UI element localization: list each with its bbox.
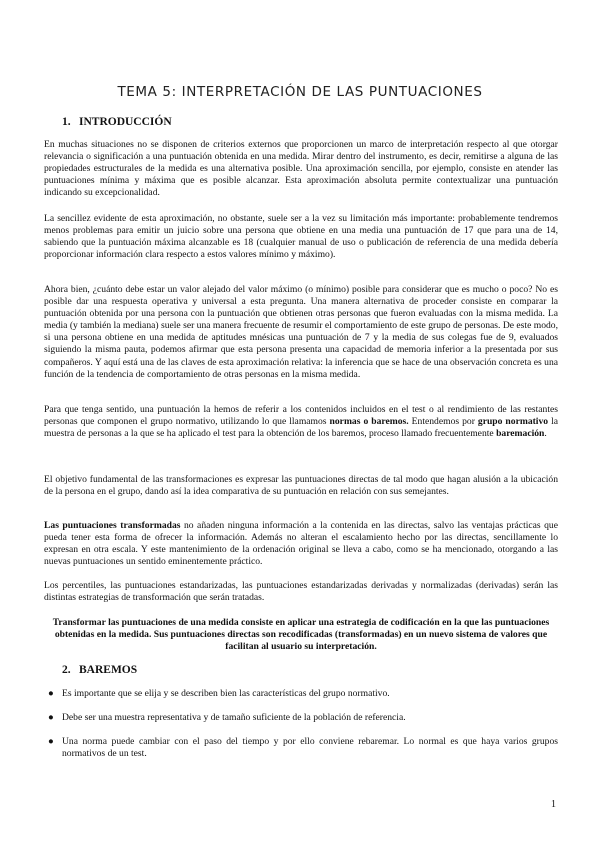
- text-run: Para que tenga sentido, una puntuación la hemos de referir a los contenidos incluidos en el test o al rendimiento de las restantes personas que componen el grupo normativo, utilizando lo que llamamos: [44, 404, 558, 428]
- paragraph-7: Los percentiles, las puntuaciones estandarizadas, las puntuaciones estandarizadas derivadas y normalizadas (derivadas) serán las distintas estrategias de transformación que serán tratadas.: [44, 580, 558, 604]
- section-title: BAREMOS: [79, 664, 138, 676]
- paragraph-3: Ahora bien, ¿cuánto debe estar un valor alejado del valor máximo (o mínimo) posible para considerar que es mucho o poco? No es posible dar una respuesta operativa y universal a esta pregunta. Una manera alternativa de proceder consiste en comparar la puntuación obtenida por una persona con la puntuación que obtienen otras personas que fueron evaluadas con la misma medida. La media (y también la mediana) suele ser una manera frecuente de resumir el comportamiento de este grupo de personas. De este modo, si una persona obtiene en una medida de aptitudes mnésicas una puntuación de 7 y la media de sus colegas fue de 9, evaluados siguiendo la misma pauta, podemos afirmar que esta persona presenta una capacidad de memoria inferior a la presentada por sus compañeros. Y aquí está una de las claves de esta aproximación relativa: la inferencia que se hace de una observación concreta es una función de la tendencia de comportamiento de otras personas en la misma medida.: [44, 284, 558, 380]
- bullet-icon: ●: [48, 712, 54, 724]
- page-number: 1: [551, 799, 556, 810]
- text-run: la muestra de personas a la que se ha aplicado el test para la obtención de los baremos, proceso llamado frecuentemente: [44, 416, 559, 440]
- list-item-text: Es importante que se elija y se describen bien las características del grupo normativo.: [62, 688, 390, 699]
- bullet-icon: ●: [48, 688, 54, 699]
- page-title: TEMA 5: INTERPRETACIÓN DE LAS PUNTUACIONES: [117, 84, 483, 100]
- bold-term-puntuaciones-transformadas: Las puntuaciones transformadas: [44, 520, 181, 531]
- list-item-text: Una norma puede cambiar con el paso del tiempo y por ello conviene rebaremar. Lo normal es que haya varios grupos normativos de un test.: [62, 736, 558, 760]
- paragraph-2: La sencillez evidente de esta aproximación, no obstante, suele ser a la vez su limitación más importante: probablemente tendremos menos problemas para emitir un juicio sobre una persona que obtiene en una media una puntuación de 17 que para una de 14, sabiendo que la puntuación máxima alcanzable es 18 (cualquier manual de uso o publicación de referencia de una medida debería proporcionar información clara respecto a estos valores mínimo y máximo).: [44, 213, 558, 261]
- list-item: [44, 712, 558, 724]
- paragraph-5: El objetivo fundamental de las transformaciones es expresar las puntuaciones directas de tal modo que hagan alusión a la ubicación de la persona en el grupo, dando así la idea comparativa de su puntuación en relación con sus semejantes.: [44, 474, 558, 498]
- section-heading-baremos: [62, 664, 137, 676]
- highlighted-definition: Transformar las puntuaciones de una medida consiste en aplicar una estrategia de codificación en la que las puntuaciones obtenidas en la medida. Sus puntuaciones directas son recodificadas (transformadas) en un nuevo sistema de valores que facilitan al usuario su interpretación.: [52, 617, 550, 652]
- list-item: [44, 736, 558, 760]
- list-item-text: Debe ser una muestra representativa y de tamaño suficiente de la población de referencia.: [62, 712, 406, 724]
- section-number: 2.: [62, 664, 71, 676]
- section-title: INTRODUCCIÓN: [79, 116, 172, 128]
- text-run: .: [544, 428, 547, 440]
- bold-term-normas: normas o baremos.: [329, 416, 409, 428]
- paragraph-6: [44, 520, 558, 568]
- bullet-icon: ●: [48, 736, 54, 748]
- paragraph-1: En muchas situaciones no se disponen de criterios externos que proporcionen un marco de interpretación respecto al que otorgar relevancia o significación a una puntuación obtenida en una medida. Mirar dentro del instrumento, es decir, remitirse a alguna de las propiedades estructurales de la medida es una alternativa posible. Una aproximación sencilla, por ejemplo, consiste en atender las puntuaciones mínima y máxima que es posible alcanzar. Esta aproximación absoluta permite contextualizar una puntuación indicando su excepcionalidad.: [44, 139, 558, 199]
- text-run: Entendemos por: [408, 416, 478, 428]
- section-number: 1.: [62, 116, 71, 128]
- section-heading-introduccion: [62, 116, 172, 128]
- paragraph-4: [44, 404, 558, 440]
- bold-term-grupo-normativo: grupo normativo: [477, 416, 549, 428]
- list-item: [44, 688, 558, 700]
- bold-term-baremacion: baremación: [496, 428, 545, 440]
- text-run: no añaden ninguna información a la contenida en las directas, salvo las ventajas prácticas que pueda tener esta forma de ofrecer la información. Además no alteran el escalamiento hecho por las directas, sencillamente lo expresan en otra escala. Y este mantenimiento de la ordenación original se lleva a cabo, como se ha mencionado, otorgando a las nuevas puntuaciones un sentido eminentemente práctico.: [44, 520, 558, 568]
- baremos-bullet-list: [44, 688, 558, 760]
